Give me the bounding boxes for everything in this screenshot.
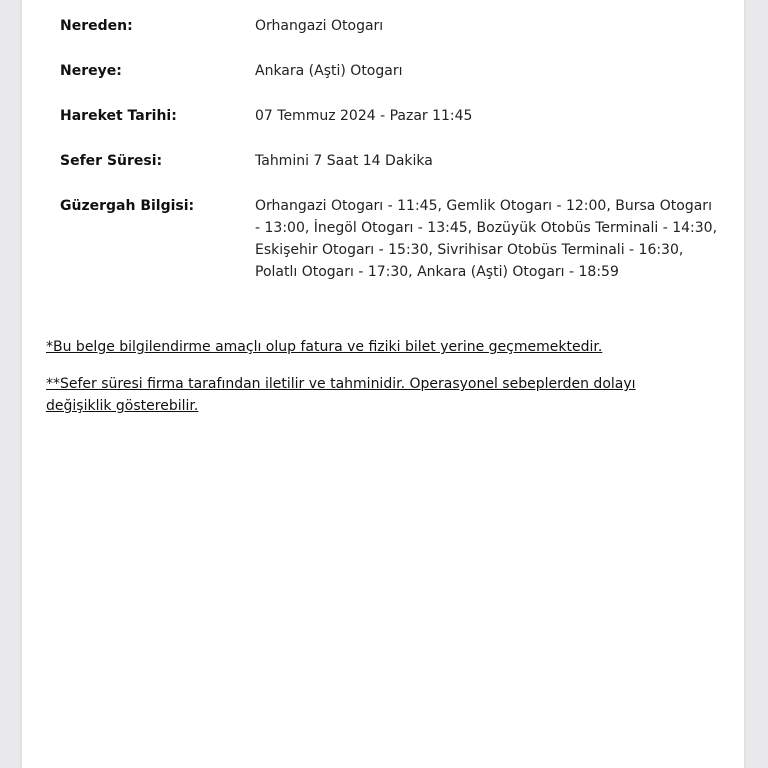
to-label: Nereye: xyxy=(60,63,122,79)
route-label: Güzergah Bilgisi: xyxy=(60,198,195,214)
route-value: Orhangazi Otogarı - 11:45, Gemlik Otogarı - 12:00, Bursa Otogarı - 13:00, İnegöl Otogarı - 13:45, Bozüyük Otobüs Terminali - 14:30, Eskişehir Otogarı - 15:30, Sivrihisar Otobüs Terminali - 16:30, Polatlı Otogarı - 17:30, Ankara (Aşti) Otogarı - 18:59 xyxy=(255,198,718,280)
duration-note: **Sefer süresi firma tarafından iletilir ve tahminidir. Operasyonel sebeplerden dolayı değişiklik gösterebilir. xyxy=(46,376,636,414)
ticket-info-table xyxy=(60,15,720,306)
info-row-to xyxy=(60,60,720,82)
duration-label: Sefer Süresi: xyxy=(60,153,163,169)
departure-label: Hareket Tarihi: xyxy=(60,108,177,124)
disclaimer-note: *Bu belge bilgilendirme amaçlı olup fatura ve fiziki bilet yerine geçmemektedir. xyxy=(46,339,603,355)
from-value: Orhangazi Otogarı xyxy=(255,18,384,34)
document-page xyxy=(22,0,744,768)
notes-section xyxy=(46,336,686,432)
info-row-duration xyxy=(60,150,720,172)
info-row-route xyxy=(60,195,720,283)
to-value: Ankara (Aşti) Otogarı xyxy=(255,63,403,79)
info-row-departure xyxy=(60,105,720,127)
duration-value: Tahmini 7 Saat 14 Dakika xyxy=(255,153,433,169)
departure-value: 07 Temmuz 2024 - Pazar 11:45 xyxy=(255,108,473,124)
info-row-from xyxy=(60,15,720,37)
from-label: Nereden: xyxy=(60,18,133,34)
